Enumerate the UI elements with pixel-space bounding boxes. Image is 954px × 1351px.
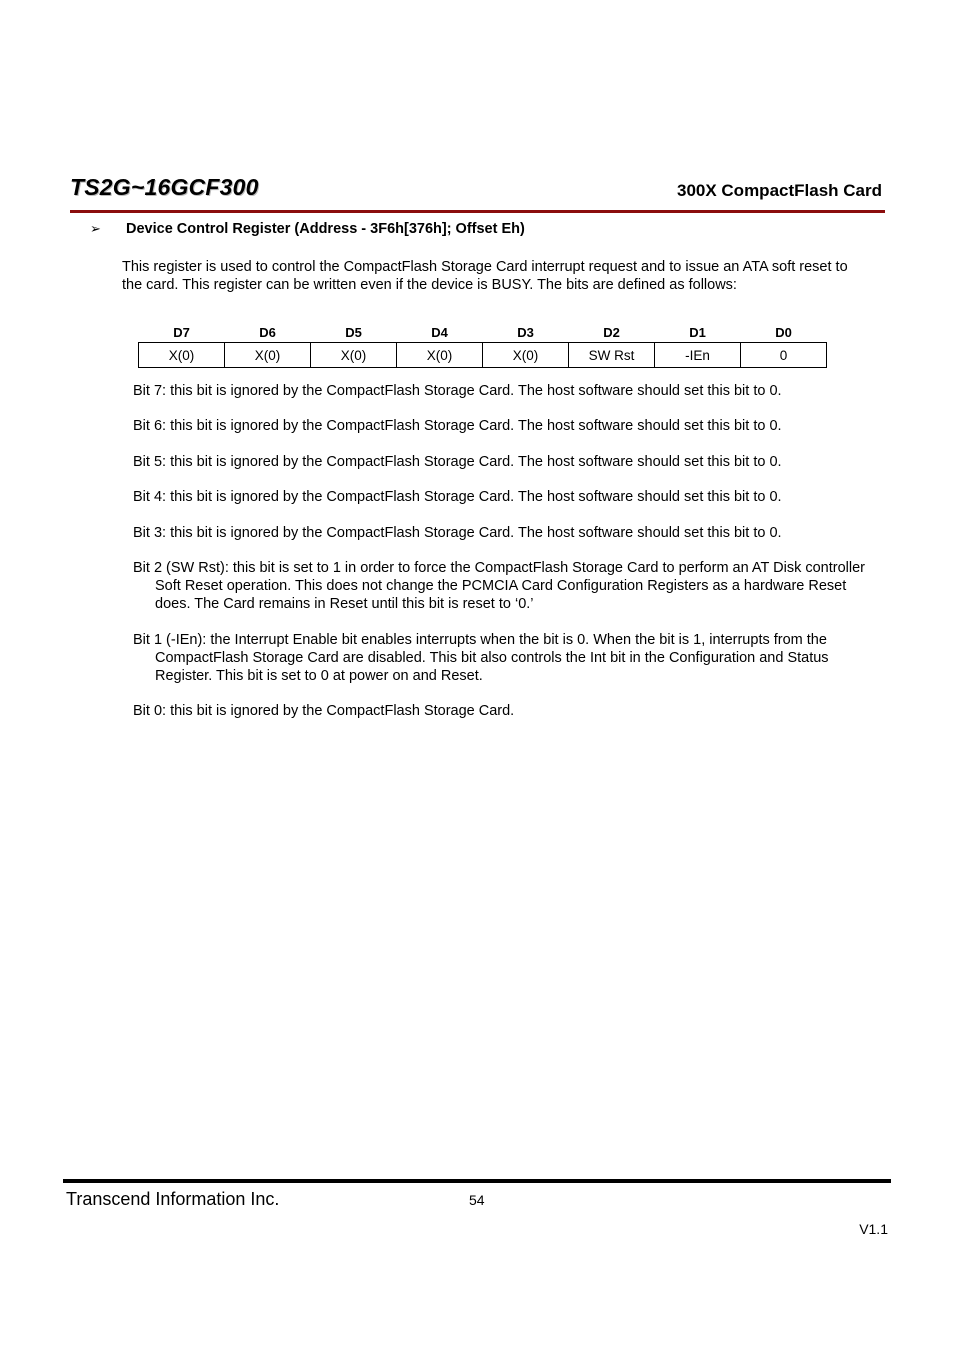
section-heading: Device Control Register (Address - 3F6h[376h]; Offset Eh) [126, 221, 525, 237]
bit-6-description: Bit 6: this bit is ignored by the CompactFlash Storage Card. The host software should set this bit to 0. [133, 418, 782, 434]
bit-1-description: Bit 1 (-IEn): the Interrupt Enable bit enables interrupts when the bit is 0. When the bit is 1, interrupts from the CompactFlash Storage Card are disabled. This bit also controls the Int bit in the Configuration and Status Register. This bit is set to 0 at power on and Reset. [133, 632, 829, 684]
bit-value: X(0) [139, 343, 225, 368]
bit-value: X(0) [397, 343, 483, 368]
bit-5-description: Bit 5: this bit is ignored by the CompactFlash Storage Card. The host software should set this bit to 0. [133, 454, 782, 470]
bit-0-description: Bit 0: this bit is ignored by the CompactFlash Storage Card. [133, 703, 515, 719]
bit-value: X(0) [225, 343, 311, 368]
bit-header: D3 [517, 324, 534, 340]
register-bit-table [138, 322, 827, 368]
document-version: V1.1 [859, 1221, 888, 1237]
bit-value: X(0) [311, 343, 397, 368]
arrow-bullet-icon: ➢ [90, 222, 101, 237]
bit-7-description: Bit 7: this bit is ignored by the CompactFlash Storage Card. The host software should set this bit to 0. [133, 383, 782, 399]
bit-value: 0 [741, 343, 827, 368]
header-divider [70, 210, 885, 213]
product-title: TS2G~16GCF300 [70, 174, 259, 200]
bit-value: SW Rst [569, 343, 655, 368]
bit-header: D0 [775, 324, 792, 340]
bit-header: D4 [431, 324, 448, 340]
register-header-row [139, 322, 827, 343]
bit-3-description: Bit 3: this bit is ignored by the CompactFlash Storage Card. The host software should set this bit to 0. [133, 525, 782, 541]
bit-header: D7 [173, 324, 190, 340]
register-value-row [139, 343, 827, 368]
bit-2-description: Bit 2 (SW Rst): this bit is set to 1 in order to force the CompactFlash Storage Card to perform an AT Disk controller Soft Reset operation. This does not change the PCMCIA Card Configuration Registers as a hardware Reset does. The Card remains in Reset until this bit is reset to ‘0.’ [133, 560, 865, 612]
bit-header: D5 [345, 324, 362, 340]
bit-value: -IEn [655, 343, 741, 368]
company-name: Transcend Information Inc. [66, 1189, 280, 1209]
page-number: 54 [469, 1192, 485, 1208]
bit-header: D6 [259, 324, 276, 340]
bit-value: X(0) [483, 343, 569, 368]
bit-4-description: Bit 4: this bit is ignored by the CompactFlash Storage Card. The host software should set this bit to 0. [133, 489, 782, 505]
bit-header: D2 [603, 324, 620, 340]
intro-paragraph: This register is used to control the CompactFlash Storage Card interrupt request and to issue an ATA soft reset to the card. This register can be written even if the device is BUSY. The bits are defined as follows: [122, 259, 848, 293]
footer-divider [63, 1179, 891, 1183]
document-type: 300X CompactFlash Card [676, 181, 882, 200]
bit-header: D1 [689, 324, 706, 340]
